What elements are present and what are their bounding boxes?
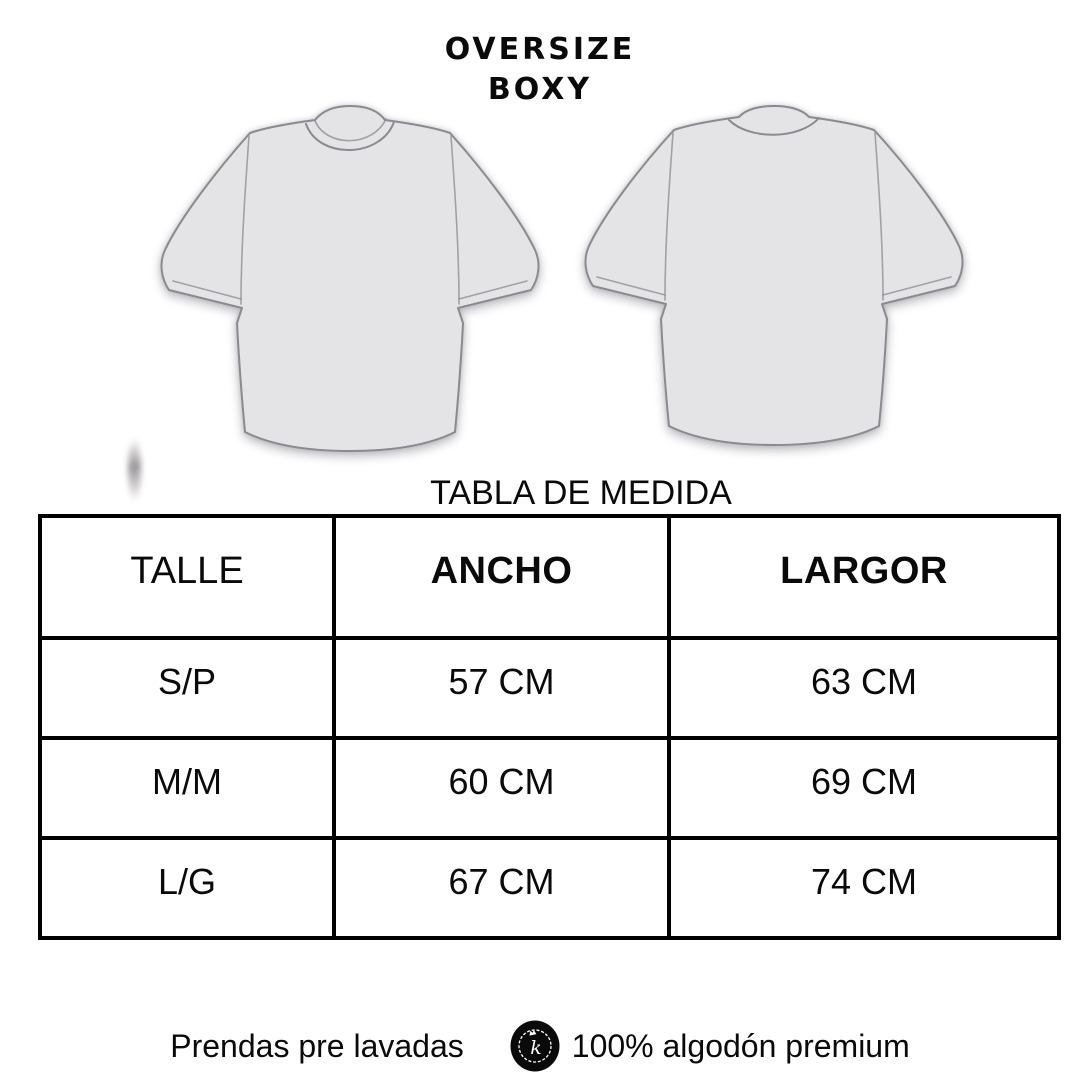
size-table-heading: TABLA DE MEDIDA: [430, 474, 732, 512]
size-cell-ancho: 67 CM: [334, 838, 669, 938]
footer: [0, 1018, 1080, 1074]
back-shirt-silhouette: [586, 106, 963, 445]
cotton-text: 100% algodón premium: [571, 1027, 910, 1064]
size-table-header-row: [40, 516, 1059, 638]
size-cell-ancho: 57 CM: [334, 638, 669, 738]
tshirt-back-illustration: [578, 98, 970, 446]
title-line-2: BOXY: [487, 72, 593, 107]
size-cell-talle: M/M: [40, 738, 334, 838]
size-table: [38, 514, 1061, 940]
size-cell-talle: L/G: [40, 838, 334, 938]
size-cell-ancho: 60 CM: [334, 738, 669, 838]
size-row-lg: [40, 838, 1059, 938]
front-shirt-silhouette: [162, 106, 539, 451]
prewashed-text: Prendas pre lavadas: [170, 1027, 464, 1064]
column-header-talle: TALLE: [40, 516, 334, 638]
size-row-sp: [40, 638, 1059, 738]
size-cell-largor: 74 CM: [669, 838, 1059, 938]
tshirt-front-illustration: [155, 100, 545, 452]
column-header-ancho: ANCHO: [334, 516, 669, 638]
column-header-largor: LARGOR: [669, 516, 1059, 638]
size-cell-largor: 69 CM: [669, 738, 1059, 838]
size-cell-largor: 63 CM: [669, 638, 1059, 738]
size-row-mm: [40, 738, 1059, 838]
svg-text:k: k: [530, 1037, 542, 1059]
title-line-1: OVERSIZE: [444, 32, 636, 67]
size-cell-talle: S/P: [40, 638, 334, 738]
brand-logo-icon: [510, 1020, 560, 1072]
